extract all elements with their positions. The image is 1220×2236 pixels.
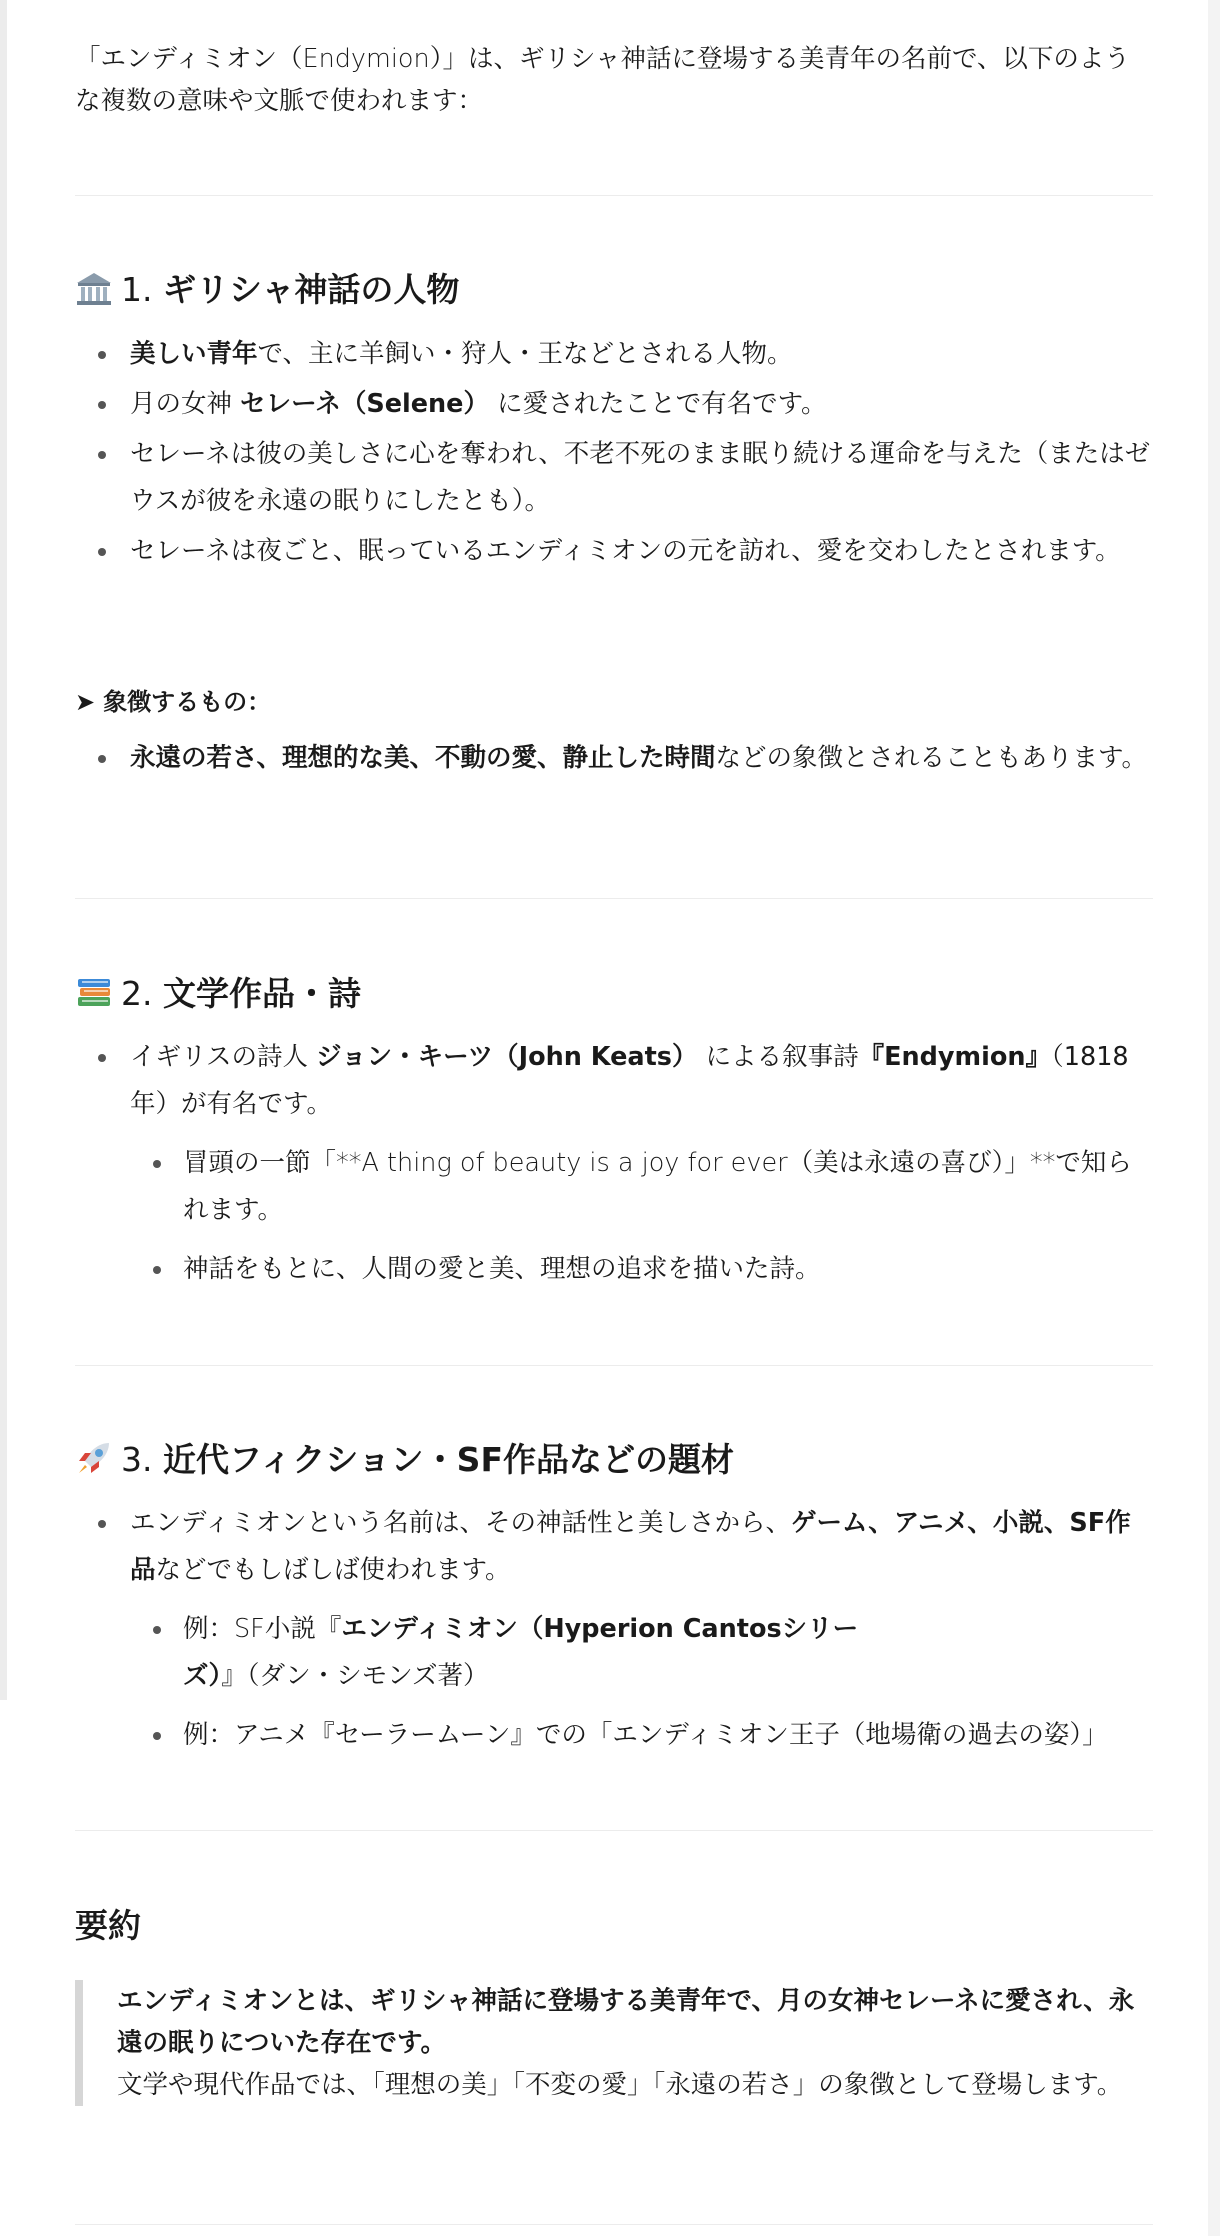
section1-heading (75, 268, 459, 312)
summary-text: 文学や現代作品では、「理想の美」「不変の愛」「永遠の若さ」の象徴として登場します。 (117, 2070, 1123, 2100)
item-text: による叙事詩 (697, 1042, 859, 1072)
summary-quote (75, 1980, 1153, 2106)
section-number: 1. (121, 270, 163, 309)
bold-text: エンディミオン（Hyperion Cantosシリーズ） (183, 1614, 859, 1691)
section2-heading (75, 972, 361, 1016)
divider (75, 1365, 1153, 1366)
item-text: セレーネは彼の美しさに心を奪われ、不老不死のまま眠り続ける運命を与えた（またはゼウスが彼を永遠の眠りにしたとも）。 (130, 439, 1151, 516)
divider (75, 2224, 1153, 2225)
item-text: 神話をもとに、人間の愛と美、理想の追求を描いた詩。 (183, 1254, 821, 1284)
symbol-subheading (75, 682, 271, 722)
item-text: （1818年）が有名です。 (130, 1042, 1129, 1119)
section-number: 2. (121, 974, 163, 1013)
arrow-icon: ➤ (75, 688, 96, 716)
summary-heading: 要約 (75, 1906, 141, 1945)
item-text: 』（ダン・シモンズ著） (221, 1661, 489, 1691)
sub-list-item (130, 1246, 1153, 1293)
item-text: 例：SF小説『 (183, 1614, 342, 1644)
list-item (75, 528, 1153, 575)
summary-bold-text (117, 1980, 1153, 2064)
scrollbar-track[interactable] (1208, 0, 1220, 2236)
left-window-edge (0, 0, 7, 1700)
list-item (75, 735, 1153, 782)
section3-list (75, 1500, 1153, 1771)
sub-list (130, 1140, 1153, 1293)
section2-list (75, 1034, 1153, 1305)
divider (75, 898, 1153, 899)
sub-list-item (130, 1712, 1153, 1759)
list-item (75, 1034, 1153, 1293)
sub-list-item (130, 1140, 1153, 1234)
item-text: で、主に羊飼い・狩人・王などとされる人物。 (257, 339, 793, 369)
bold-text: セレーネ（Selene） (240, 389, 489, 419)
bold-text: エンディミオンとは、ギリシャ神話に登場する美青年で、月の女神セレーネに愛され、永遠の眠りについた存在です。 (117, 1986, 1135, 2058)
item-text: などの象徴とされることもあります。 (715, 743, 1147, 773)
rocket-icon (75, 1439, 115, 1477)
bold-text: 『Endymion』 (858, 1042, 1052, 1072)
item-text: 月の女神 (130, 389, 241, 419)
section-number: 3. (121, 1440, 163, 1479)
item-text: などでもしばしば使われます。 (155, 1555, 511, 1585)
section1-list (75, 331, 1153, 578)
item-text: に愛されたことで有名です。 (488, 389, 827, 419)
section-title: 文学作品・詩 (162, 974, 361, 1013)
list-item (75, 381, 1153, 428)
symbol-list (75, 735, 1153, 785)
intro-paragraph: 「エンディミオン（Endymion）」は、ギリシャ神話に登場する美青年の名前で、以下のような複数の意味や文脈で使われます： (75, 44, 1130, 116)
section3-heading (75, 1438, 734, 1482)
item-text: 例：アニメ『セーラームーン』での「エンディミオン王子（地場衛の過去の姿）」 (183, 1720, 1108, 1750)
list-item (75, 1500, 1153, 1759)
bold-text: ゲーム、アニメ、小説、SF作品 (130, 1508, 1131, 1585)
item-text: セレーネは夜ごと、眠っているエンディミオンの元を訪れ、愛を交わしたとされます。 (130, 536, 1121, 566)
bold-text: ジョン・キーツ（John Keats） (316, 1042, 698, 1072)
item-text: 冒頭の一節「**A thing of beauty is a joy for ever（美は永遠の喜び）」**で知られます。 (183, 1148, 1132, 1225)
classical-building-icon (75, 271, 115, 307)
item-text: イギリスの詩人 (130, 1042, 317, 1072)
divider (75, 195, 1153, 196)
list-item (75, 431, 1153, 525)
divider (75, 1830, 1153, 1831)
books-icon (75, 975, 115, 1011)
item-text: エンディミオンという名前は、その神話性と美しさから、 (130, 1508, 791, 1538)
section-title: 近代フィクション・SF作品などの題材 (162, 1440, 734, 1479)
bold-text: 永遠の若さ、理想的な美、不動の愛、静止した時間 (130, 743, 716, 773)
sub-list-item (130, 1606, 1153, 1700)
list-item (75, 331, 1153, 378)
bold-text: 美しい青年 (130, 339, 258, 369)
sub-list (130, 1606, 1153, 1759)
section-title: ギリシャ神話の人物 (162, 270, 460, 309)
subheading-text: 象徴するもの： (103, 688, 272, 716)
